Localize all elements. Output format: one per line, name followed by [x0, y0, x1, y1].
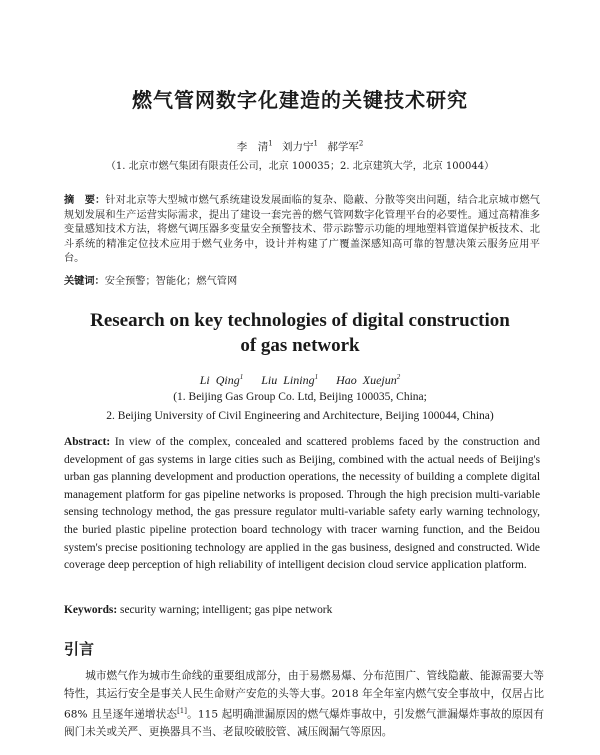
english-authors	[0, 373, 600, 388]
chinese-authors	[0, 139, 600, 154]
chinese-affiliations: （1. 北京市燃气集团有限责任公司，北京 100035；2. 北京建筑大学，北京 100044）	[105, 161, 495, 172]
citation-reference: [1]	[177, 707, 187, 715]
abstract-label: 摘 要：	[64, 195, 106, 206]
chinese-abstract	[64, 194, 540, 267]
section-heading: 引言	[64, 640, 95, 658]
keywords-label: Keywords:	[64, 604, 118, 616]
abstract-label: Abstract:	[64, 436, 111, 448]
keywords-text: security warning; intelligent; gas pipe network	[120, 604, 333, 616]
author-name: 郝学军	[327, 141, 359, 153]
english-abstract	[64, 434, 540, 575]
introduction-paragraph	[64, 668, 544, 742]
author-affiliation-mark: 1	[314, 373, 319, 381]
english-affiliation-1: (1. Beijing Gas Group Co. Ltd, Beijing 100035, China;	[173, 391, 427, 403]
english-title-line: of gas network	[240, 335, 360, 356]
author-affiliation-mark: 2	[396, 373, 401, 381]
paragraph-text: 城市燃气作为城市生命线的重要组成部分，由于易燃易爆、分布范围广、管线隐蔽、能源需要大等特性，其运行安全是事关人民生命财产安危的头等大事。2018 年全年室内燃气安全事故中，仅居占比 68% 且呈逐年递增状态	[64, 670, 544, 721]
abstract-text: In view of the complex, concealed and scattered problems faced by the construction and development of gas systems in large cities such as Beijing, combined with the actual needs of Beijing's urban gas planning development and production operations, the necessity of building a complete digital management platform for gas pipeline networks is proposed. Through the high precision multi-variable sensing technology method, the gas pressure regulator multi-variable safety early warning technology, the buried plastic pipeline protection board technology with tracer warning function, and the Beidou system's precise positioning technology are applied in the gas business, designed and constructed. Wide coverage deep perception of high reliability of intelligent decision cloud service application platform.	[64, 436, 540, 572]
author-affiliation-mark: 1	[313, 139, 318, 148]
author-name: Li Qing	[199, 373, 240, 387]
author-affiliation-mark: 2	[358, 139, 364, 148]
author-name: 李 清	[236, 141, 269, 153]
paragraph-text: 。115 起明确泄漏原因的燃气爆炸事故中，引发燃气泄漏爆炸事故的原因有阀门未关或关严、更换器具不当、老鼠咬破胶管、减压阀漏气等原因。	[64, 708, 544, 739]
keywords-text: 安全预警；智能化；燃气管网	[104, 276, 238, 287]
chinese-keywords	[64, 272, 540, 287]
author-name: Hao Xuejun	[336, 373, 397, 387]
author-name: Liu Lining	[261, 373, 315, 387]
chinese-title: 燃气管网数字化建造的关键技术研究	[132, 88, 468, 112]
author-affiliation-mark: 1	[268, 139, 273, 148]
author-affiliation-mark: 1	[239, 373, 244, 381]
abstract-text: 针对北京等大型城市燃气系统建设发展面临的复杂、隐蔽、分散等突出问题，结合北京城市燃气规划发展和生产运营实际需求，提出了建设一套完善的燃气管网数字化管理平台的必要性。通过高精准多变量感知技术方法，将燃气调压器多变量安全预警技术、带示踪警示功能的埋地塑料管道保护板技术、北斗系统的精准定位技术应用于燃气业务中，设计并构建了广覆盖深感知高可靠的智慧决策云服务应用平台。	[64, 195, 540, 264]
keywords-label: 关键词：	[64, 276, 105, 287]
english-keywords	[64, 604, 540, 616]
english-title-line: Research on key technologies of digital construction	[90, 310, 510, 331]
english-affiliation-2: 2. Beijing University of Civil Engineering and Architecture, Beijing 100044, China)	[106, 410, 494, 422]
author-name: 刘力宁	[282, 141, 314, 153]
english-title	[0, 308, 600, 358]
